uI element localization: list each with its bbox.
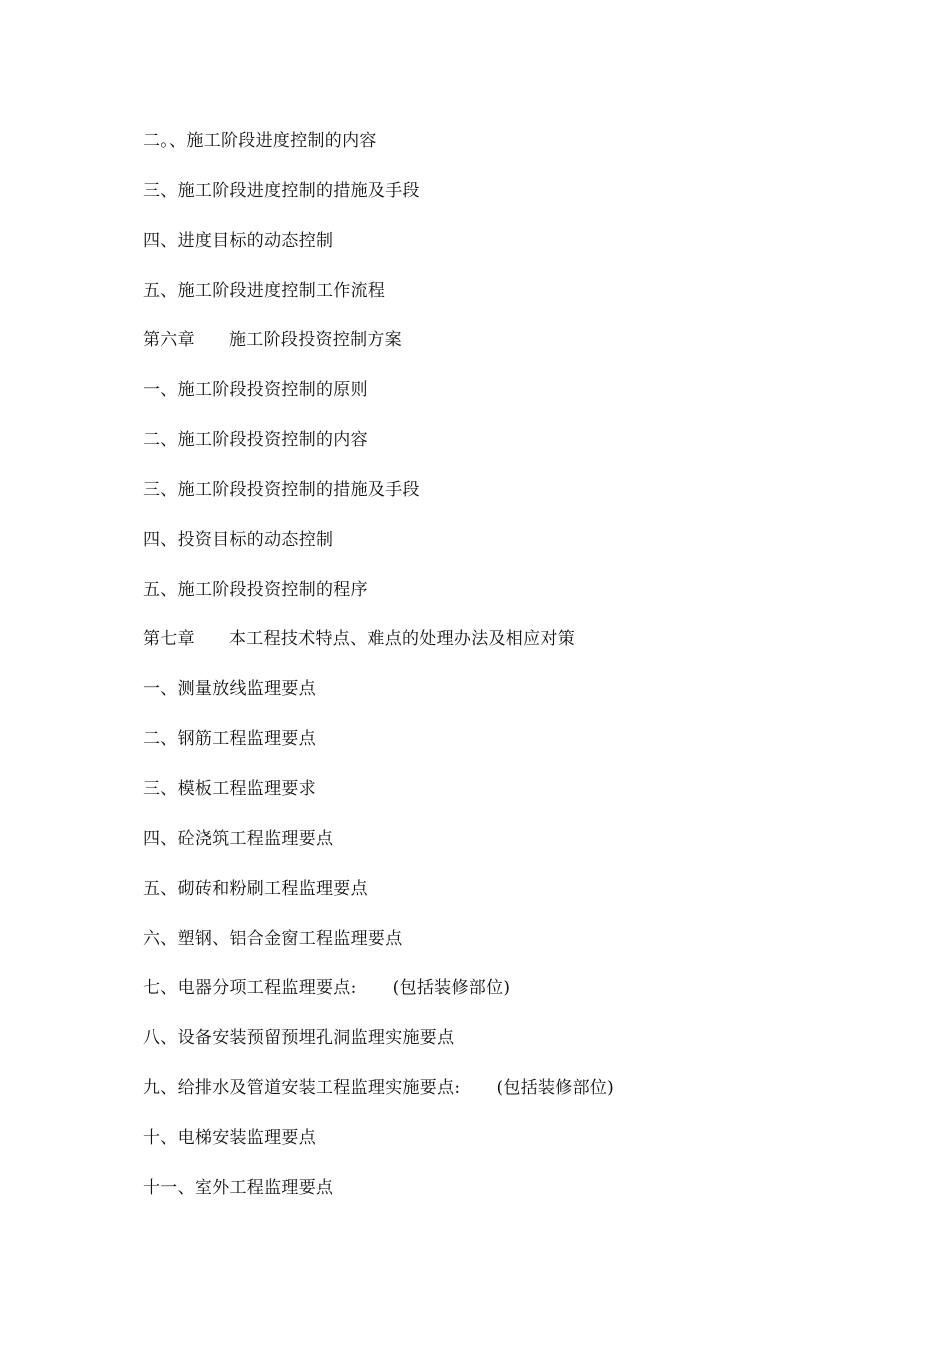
toc-item [143,475,614,525]
toc-item [143,126,614,176]
toc-item-text: 五、施工阶段进度控制工作流程 [143,280,386,301]
toc-item [143,1173,614,1223]
toc-item [143,375,614,425]
toc-item-text: 八、设备安装预留预埋孔洞监理实施要点 [143,1028,455,1049]
toc-item [143,874,614,924]
toc-item-note: (包括装修部位) [496,1078,615,1099]
toc-item-text: 二、施工阶段投资控制的内容 [143,430,368,451]
table-of-contents [143,126,614,1223]
toc-item [143,724,614,774]
toc-item [143,1073,614,1123]
toc-item-note: (包括装修部位) [392,978,511,999]
chapter-heading [143,325,614,375]
toc-item-text: 四、投资目标的动态控制 [143,529,334,550]
toc-item-text: 五、砌砖和粉刷工程监理要点 [143,878,368,899]
chapter-heading [143,624,614,674]
toc-item-text: 六、塑钢、铝合金窗工程监理要点 [143,928,403,949]
toc-item [143,176,614,226]
toc-item-text: 二。、施工阶段进度控制的内容 [143,131,377,151]
toc-item-text: 一、施工阶段投资控制的原则 [143,380,368,401]
toc-item-text: 三、施工阶段进度控制的措施及手段 [143,180,420,201]
toc-item [143,575,614,625]
chapter-number: 第七章 [143,629,195,650]
toc-item-text: 十一、室外工程监理要点 [143,1177,334,1198]
toc-item-text: 一、测量放线监理要点 [143,679,316,700]
toc-item [143,774,614,824]
chapter-title: 本工程技术特点、难点的处理办法及相应对策 [229,629,575,650]
toc-item [143,276,614,326]
toc-item-text: 四、砼浇筑工程监理要点 [143,828,334,849]
toc-item-text: 四、进度目标的动态控制 [143,230,334,251]
toc-item-text: 三、模板工程监理要求 [143,778,316,799]
toc-item [143,674,614,724]
chapter-number: 第六章 [143,330,195,351]
toc-item [143,525,614,575]
toc-item [143,924,614,974]
toc-item-text: 十、电梯安装监理要点 [143,1127,316,1148]
toc-item-text: 二、钢筋工程监理要点 [143,729,316,750]
toc-item [143,425,614,475]
toc-item [143,1023,614,1073]
toc-item [143,824,614,874]
toc-item-text: 九、给排水及管道安装工程监理实施要点: [143,1078,461,1099]
toc-item-text: 五、施工阶段投资控制的程序 [143,579,368,600]
toc-item [143,226,614,276]
toc-item-text: 三、施工阶段投资控制的措施及手段 [143,479,420,500]
toc-item-text: 七、电器分项工程监理要点: [143,978,357,999]
toc-item [143,1123,614,1173]
toc-item [143,973,614,1023]
chapter-title: 施工阶段投资控制方案 [229,330,402,351]
